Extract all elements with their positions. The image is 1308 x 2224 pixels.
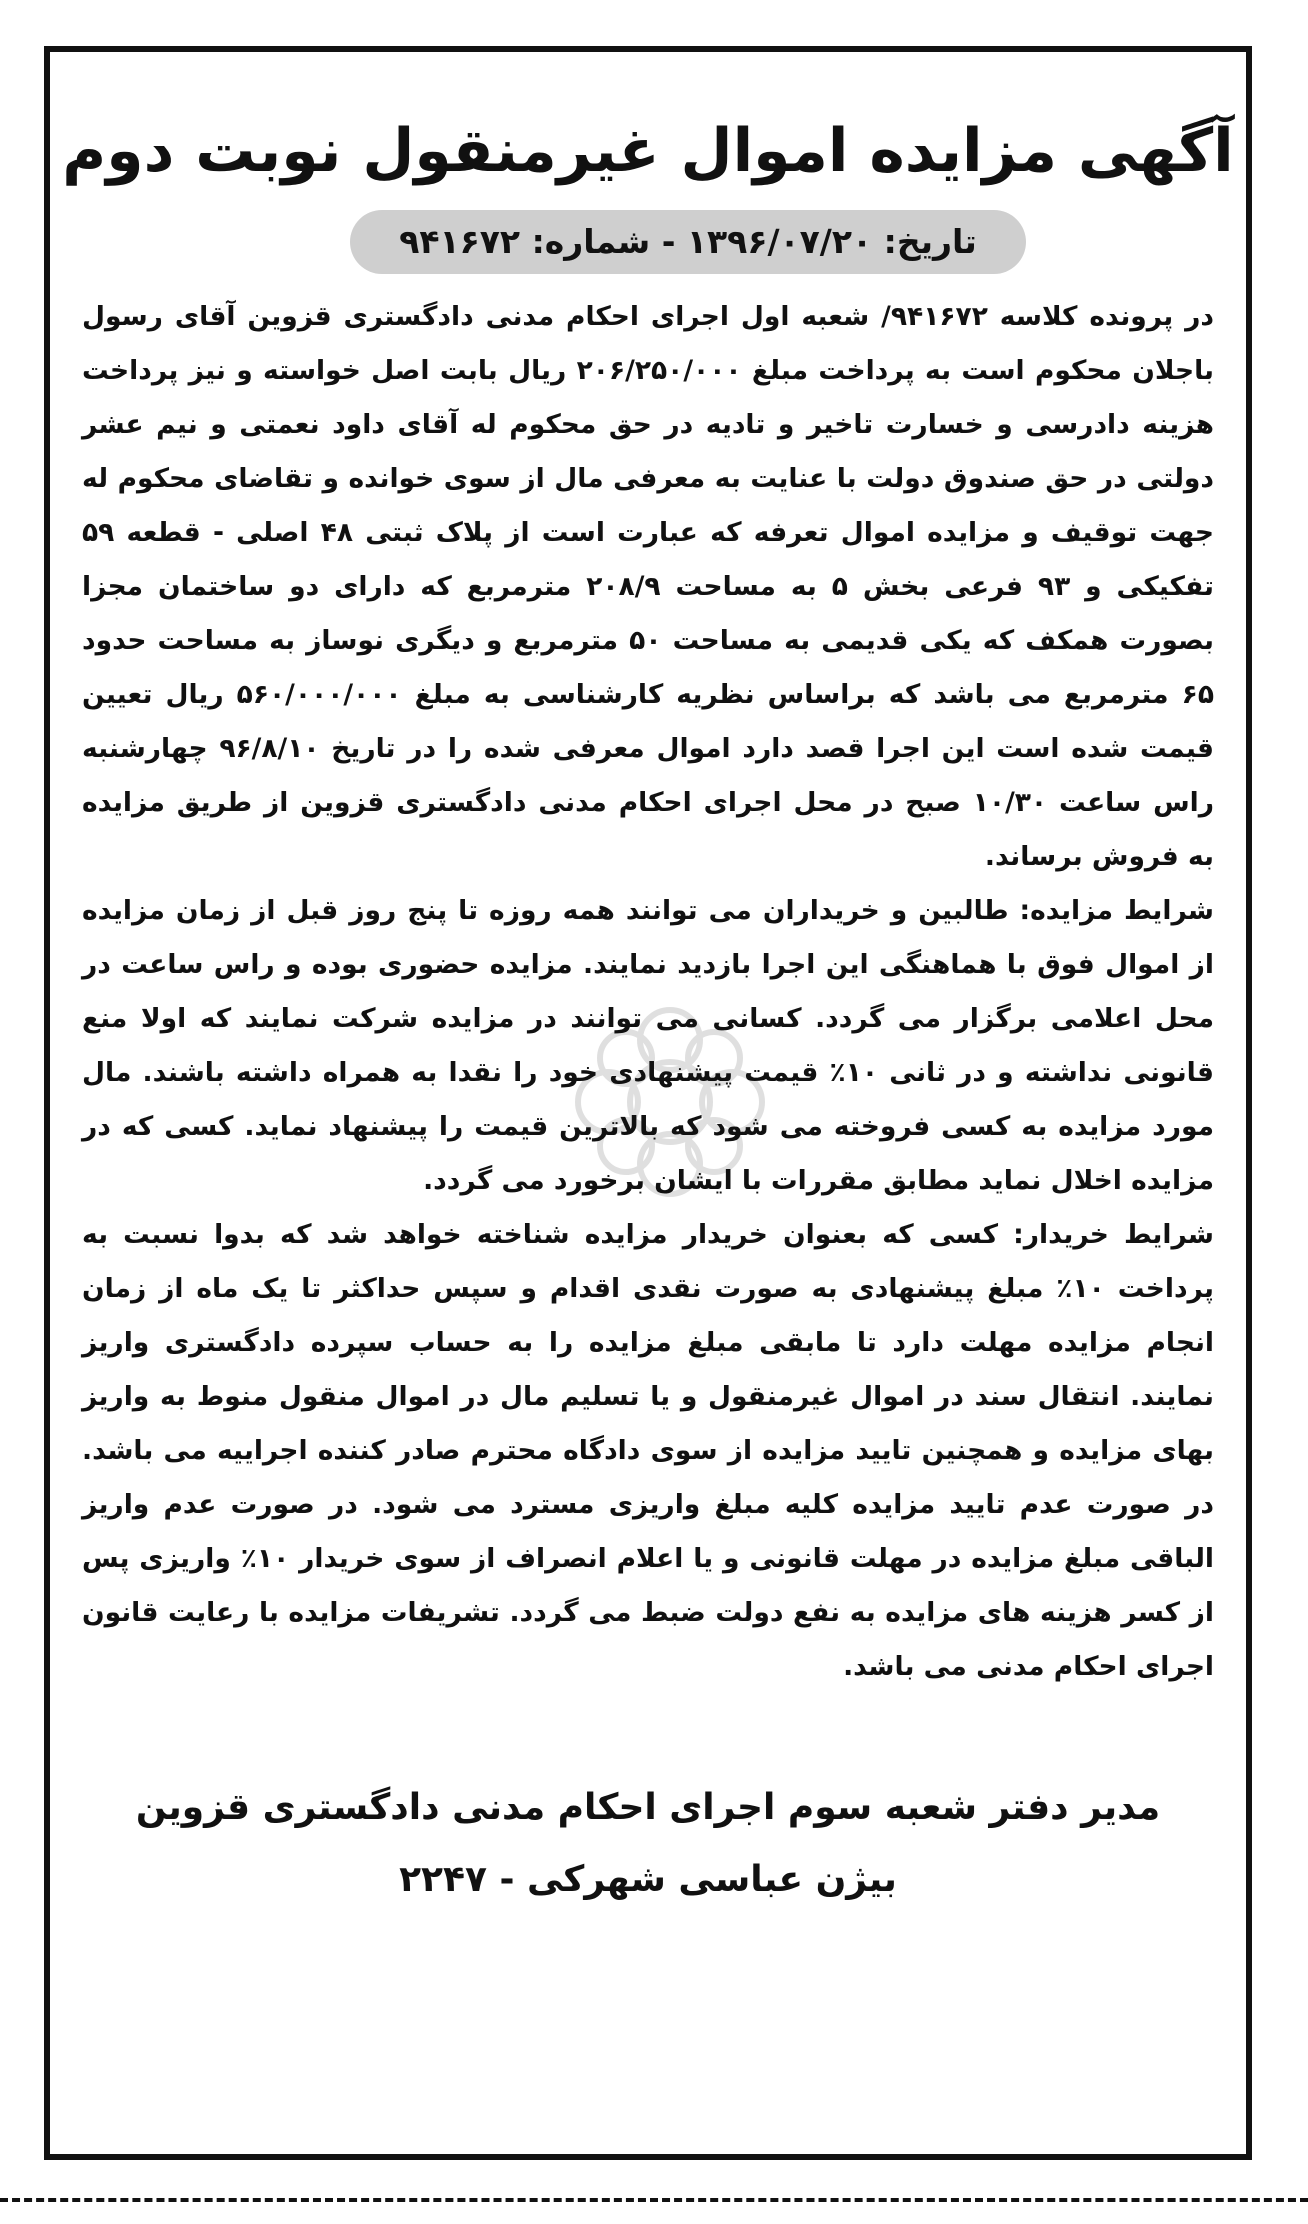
notice-frame (44, 46, 1252, 2160)
notice-title: آگهی مزایده اموال غیرمنقول نوبت دوم (62, 116, 1234, 186)
signature-office: مدیر دفتر شعبه سوم اجرای احکام مدنی دادگستری قزوین (135, 1787, 1161, 1828)
body-paragraph-buyer-conditions: شرایط خریدار: کسی که بعنوان خریدار مزایده شناخته خواهد شد که بدوا نسبت به پرداخت ۱۰٪ مبلغ پیشنهادی به صورت نقدی اقدام و سپس حداکثر تا یک ماه از زمان انجام مزایده مهلت دارد تا مابقی مبلغ مزایده را به حساب سپرده دادگستری واریز نمایند. انتقال سند در اموال غیرمنقول و یا تسلیم مال در اموال منقول منوط به واریز بهای مزایده و همچنین تایید مزایده از سوی دادگاه محترم صادر کننده اجراییه می باشد. در صورت عدم تایید مزایده کلیه مبلغ واریزی مسترد می شود. در صورت عدم واریز الباقی مبلغ مزایده در مهلت قانونی و یا اعلام انصراف از سوی خریدار ۱۰٪ واریزی پس از کسر هزینه های مزایده به نفع دولت ضبط می گردد. تشریفات مزایده با رعایت قانون اجرای احکام مدنی می باشد. (82, 1219, 1214, 1682)
body-paragraph-case: در پرونده کلاسه ۹۴۱۶۷۲/ شعبه اول اجرای احکام مدنی دادگستری قزوین آقای رسول باجلان محکوم است به پرداخت مبلغ ۲۰۶/۲۵۰/۰۰۰ ریال بابت اصل خواسته و نیز پرداخت هزینه دادرسی و خسارت تاخیر و تادیه در حق محکوم له آقای داود نعمتی و نیم عشر دولتی در حق صندوق دولت با عنایت به معرفی مال از سوی خوانده و تقاضای محکوم له جهت توقیف و مزایده اموال تعرفه که عبارت است از پلاک ثبتی ۴۸ اصلی - قطعه ۵۹ تفکیکی و ۹۳ فرعی بخش ۵ به مساحت ۲۰۸/۹ مترمربع که دارای دو ساختمان مجزا بصورت همکف که یکی قدیمی به مساحت ۵۰ مترمربع و دیگری نوساز به مساحت حدود ۶۵ مترمربع می باشد که براساس نظریه کارشناسی به مبلغ ۵۶۰/۰۰۰/۰۰۰ ریال تعیین قیمت شده است این اجرا قصد دارد اموال معرفی شده را در تاریخ ۹۶/۸/۱۰ چهارشنبه راس ساعت ۱۰/۳۰ صبح در محل اجرای احکام مدنی دادگستری قزوین از طریق مزایده به فروش برساند. (82, 301, 1215, 872)
signature-block (50, 1772, 1246, 1916)
notice-body (82, 290, 1214, 1694)
body-paragraph-auction-conditions: شرایط مزایده: طالبین و خریداران می توانند همه روزه تا پنج روز قبل از زمان مزایده از اموال فوق با هماهنگی این اجرا بازدید نمایند. مزایده حضوری بوده و راس ساعت در محل اعلامی برگزار می گردد. کسانی می توانند در مزایده شرکت نمایند که اولا منع قانونی نداشته و در ثانی ۱۰٪ قیمت پیشنهادی خود را نقدا به همراه داشته باشند. مال مورد مزایده به کسی فروخته می شود که بالاترین قیمت را پیشنهاد نماید. کسی که در مزایده اخلال نماید مطابق مقررات با ایشان برخورد می گردد. (82, 895, 1214, 1196)
date-number-line: تاریخ: ۱۳۹۶/۰۷/۲۰ - شماره: ۹۴۱۶۷۲ (350, 210, 1026, 274)
signature-name: بیژن عباسی شهرکی - ۲۲۴۷ (399, 1859, 897, 1900)
bottom-dashed-divider (0, 2198, 1308, 2202)
